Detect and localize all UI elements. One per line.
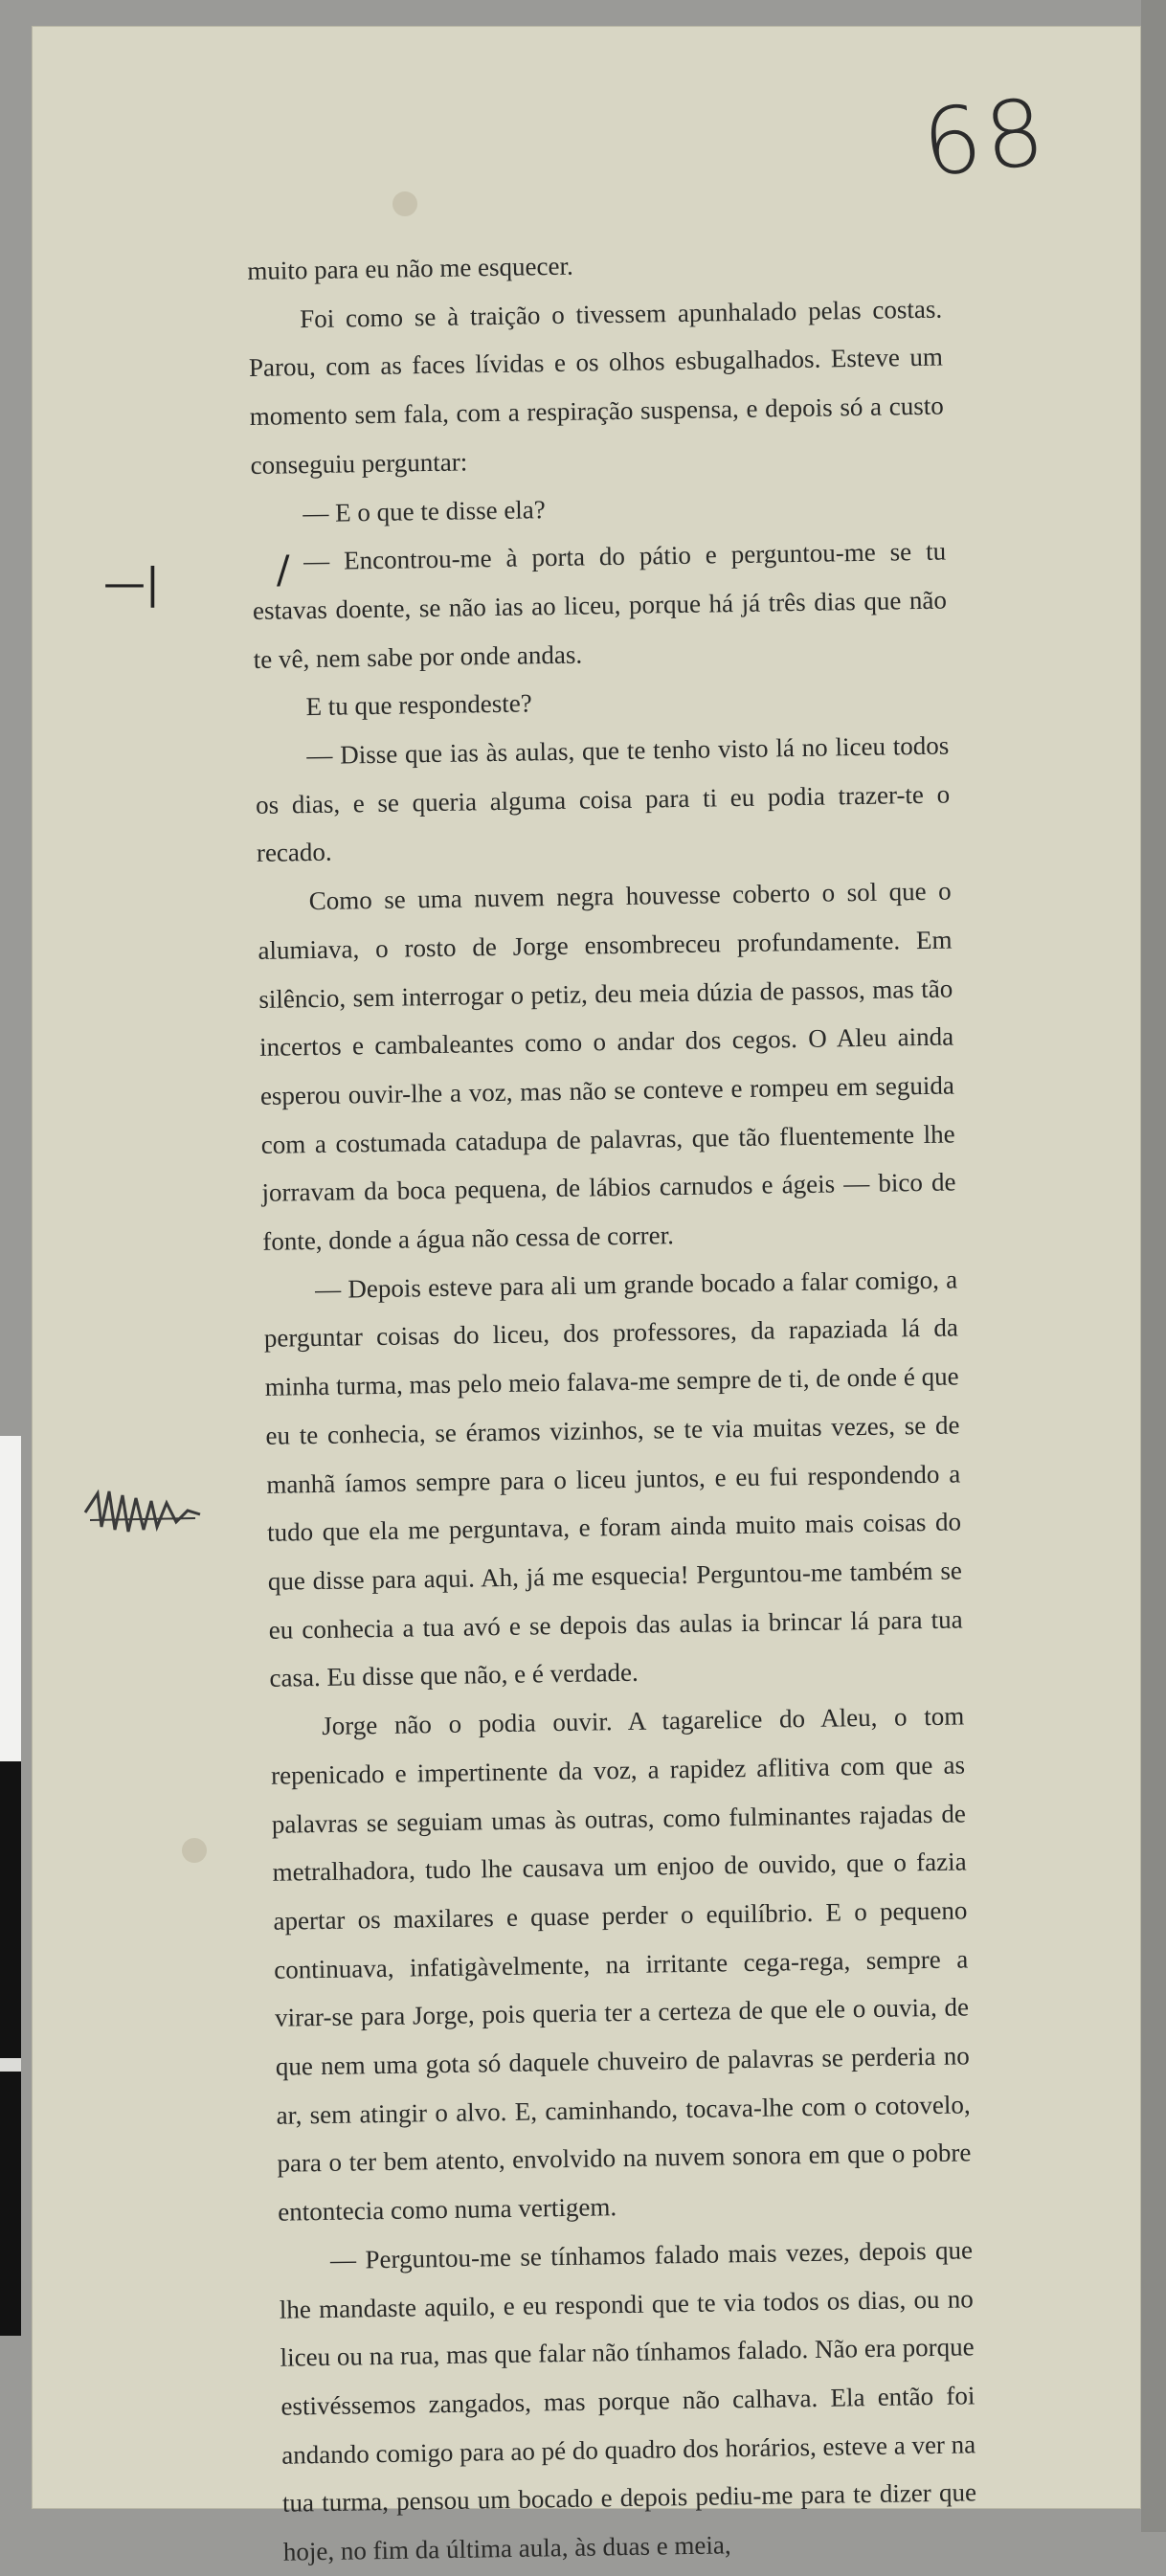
- paragraph: — Disse que ias às aulas, que te tenho visto lá no liceu todos os dias, e se queria alguma coisa para ti eu podia trazer-te o recado.: [255, 730, 951, 868]
- smudge-mark: [182, 1838, 207, 1863]
- correction-slash-mark: /: [277, 549, 290, 593]
- scanner-ruler-gap: [0, 2058, 21, 2072]
- paragraph: — Depois esteve para ali um grande bocado a falar comigo, a perguntar coisas do liceu, dos professores, da rapaziada lá da minha turma, mas pelo meio falava-me sempre de ti, de onde é que eu te conhecia, se éramos vizinhos, se te via muitas vezes, se de manhã íamos sempre para o liceu juntos, e eu fui respondendo a tudo que ela me perguntava, e foram ainda muito mais coisas do que disse para aqui. Ah, já me esquecia! Perguntou-me também se eu conhecia a tua avó e se depois das aulas ia brincar lá para tua casa. Eu disse que não, e é verdade.: [263, 1265, 963, 1693]
- margin-scribble-mark: [80, 1474, 205, 1551]
- scan-edge: [1141, 0, 1166, 2532]
- scanner-ruler-light: [0, 1436, 21, 1761]
- paragraph: E tu que respondeste?: [305, 688, 532, 722]
- smudge-mark: [392, 191, 417, 216]
- paragraph: — E o que te disse ela?: [303, 494, 546, 527]
- paragraph: Foi como se à traição o tivessem apunhalado pelas costas. Parou, com as faces lívidas e os olhos esbugalhados. Esteve um momento sem fala, com a respiração suspensa, e depois só a custo conseguiu perguntar:: [248, 294, 944, 480]
- paragraph: Como se uma nuvem negra houvesse coberto o sol que o alumiava, o rosto de Jorge ensombreceu profundamente. Em silêncio, sem interrogar o petiz, deu meia dúzia de passos, mas tão incertos e cambaleantes como o andar dos cegos. O Aleu ainda esperou ouvir-lhe a voz, mas não se conteve e rompeu em seguida com a costumada catadupa de palavras, que tão fluentemente lhe jorravam da boca pequena, de lábios carnudos e ágeis — bico de fonte, donde a água não cessa de correr.: [258, 876, 956, 1256]
- margin-dash-mark: —|: [103, 559, 160, 608]
- paragraph: muito para eu não me esquecer.: [247, 251, 573, 285]
- paragraph: Jorge não o podia ouvir. A tagarelice do Aleu, o tom repenicado e impertinente da voz, a rapidez aflitiva com que as palavras se seguiam umas às outras, como fulminantes rajadas de metralhadora, tudo lhe causava um enjoo de ouvido, que o fazia apertar os maxilares e quase perder o equilíbrio. E o pequeno continuava, infatigàvelmente, na irritante cega-rega, sempre a virar-se para Jorge, pois queria ter a certeza de que ele o ouvia, de que nem uma gota só daquele chuveiro de palavras se perderia no ar, sem atingir o alvo. E, caminhando, tocava-lhe com o cotovelo, para o ter bem atento, envolvido na nuvem sonora em que o pobre entontecia como numa vertigem.: [270, 1701, 972, 2227]
- scanner-ruler-dark: [0, 1761, 21, 2336]
- paragraph: — Encontrou-me à porta do pátio e perguntou-me se tu estavas doente, se não ias ao liceu, porque há já três dias que não te vê, nem sabe por onde andas.: [252, 536, 948, 674]
- handwritten-page-number: 68: [917, 78, 1053, 198]
- text-body: [247, 236, 977, 2576]
- paragraph: — Perguntou-me se tínhamos falado mais vezes, depois que lhe mandaste aquilo, e eu respondi que te via todos os dias, ou no liceu ou na rua, mas que falar não tínhamos falado. Não era porque estivéssemos zangados, mas porque não calhava. Ela então foi andando comigo para ao pé do quadro dos horários, esteve a ver na tua turma, pensou um bocado e depois pediu-me para te dizer que hoje, no fim da última aula, às duas e meia,: [279, 2235, 977, 2566]
